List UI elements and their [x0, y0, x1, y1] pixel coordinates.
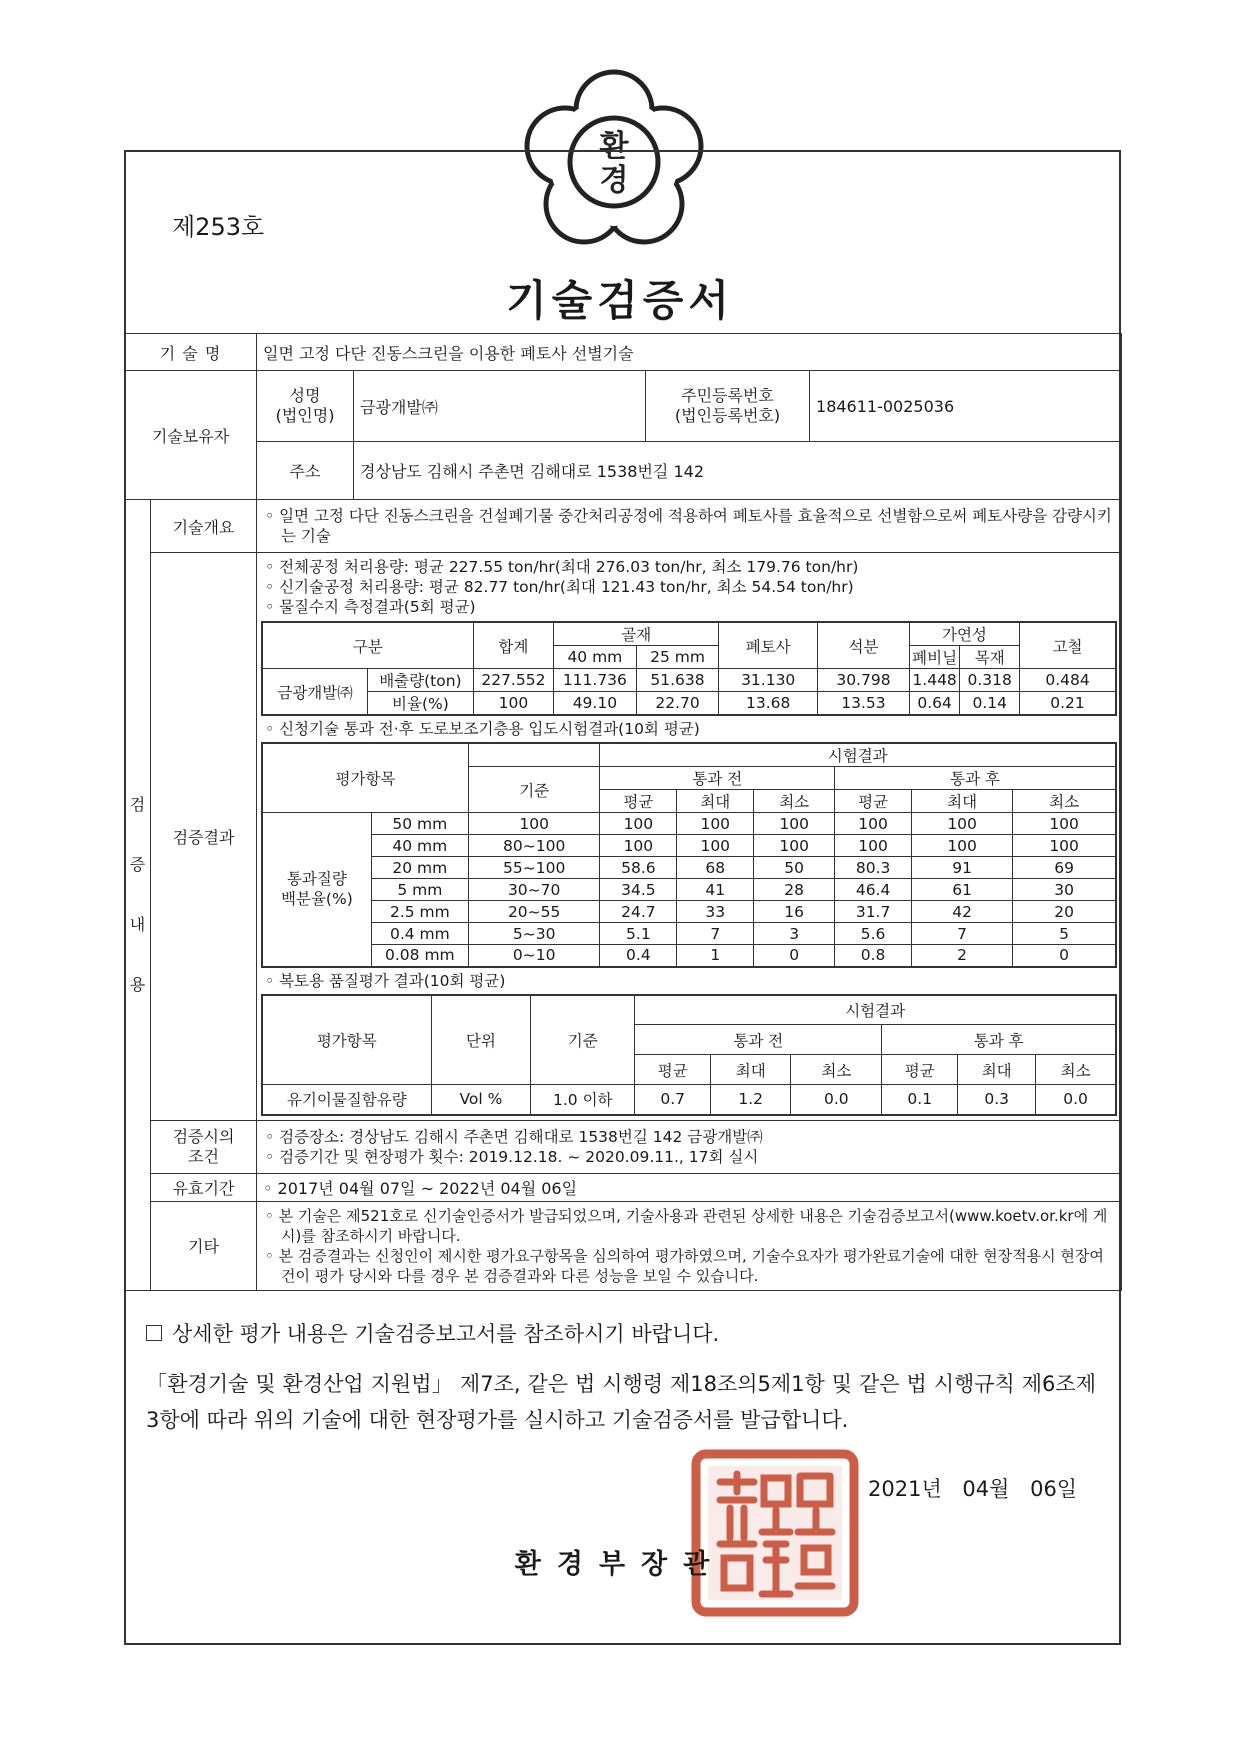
fill-quality-table	[261, 994, 1117, 1116]
etc-label: 기타	[151, 1201, 257, 1290]
validity-label: 유효기간	[151, 1173, 257, 1201]
grad-cell: 30	[1013, 879, 1116, 901]
grad-h-avg-after: 평균	[835, 790, 912, 813]
grad-cell: 3	[754, 923, 835, 945]
mass-h-gubun: 구분	[262, 622, 473, 669]
holder-address-value: 경상남도 김해시 주촌면 김해대로 1538번길 142	[354, 442, 1122, 500]
mass-cell: 30.798	[818, 669, 910, 692]
mass-h-40: 40 mm	[554, 646, 637, 669]
holder-label: 기술보유자	[125, 371, 257, 500]
grad-size: 2.5 mm	[371, 901, 468, 923]
emblem-text-bottom: 경	[599, 163, 629, 198]
mass-cell: 49.10	[554, 692, 637, 716]
gradation-body	[262, 813, 1116, 967]
grad-h-min: 최소	[754, 790, 835, 813]
overview-text: ◦ 일면 고정 다단 진동스크린을 건설폐기물 중간처리공정에 적용하여 폐토사를 효율적으로 선별함으로써 폐토사량을 감량시키는 기술	[265, 507, 1112, 545]
document-number: 제253호	[172, 213, 265, 241]
grad-size: 50 mm	[371, 813, 468, 835]
mass-cell: 51.638	[636, 669, 719, 692]
grad-cell: 61	[912, 879, 1013, 901]
holder-reg-label: 주민등록번호 (법인등록번호)	[646, 371, 810, 442]
grad-cell: 28	[754, 879, 835, 901]
holder-name-value: 금광개발㈜	[354, 371, 646, 442]
results-label: 검증결과	[151, 553, 257, 1121]
grad-h-result: 시험결과	[600, 743, 1116, 767]
mass-cell: 0.21	[1020, 692, 1116, 716]
grad-std: 5~30	[468, 923, 600, 945]
legal-paragraph: 「환경기술 및 환경산업 지원법」 제7조, 같은 법 시행령 제18조의5제1항 및 같은 법 시행규칙 제6조제3항에 따라 위의 기술에 대한 현장평가를 실시하고 기술검증서를 발급합니다.	[146, 1372, 1096, 1432]
fill-unit: Vol %	[431, 1085, 531, 1115]
grad-cell: 41	[677, 879, 754, 901]
grad-cell: 0	[1013, 945, 1116, 967]
mass-h-vinyl: 폐비닐	[909, 646, 960, 669]
validity-row	[125, 1173, 1122, 1201]
grad-h-item: 평가항목	[262, 743, 468, 813]
fill-cell: 0.3	[958, 1085, 1036, 1115]
conditions-label: 검증시의 조건	[151, 1120, 257, 1173]
grad-cell: 100	[835, 835, 912, 857]
grad-h-std: 기준	[468, 767, 600, 813]
grad-row-label: 통과질량 백분율(%)	[262, 813, 371, 967]
mass-balance-table	[261, 621, 1117, 716]
mass-h-25: 25 mm	[636, 646, 719, 669]
mass-row-amount	[262, 669, 1116, 692]
grad-cell: 7	[912, 923, 1013, 945]
mass-h-total: 합계	[473, 622, 553, 669]
mass-h-wood: 목재	[960, 646, 1020, 669]
mass-h-waste-soil: 폐토사	[719, 622, 818, 669]
grad-cell: 7	[677, 923, 754, 945]
checkbox-icon	[146, 1325, 162, 1341]
fill-item: 유기이물질함유량	[262, 1085, 431, 1115]
holder-name-label: 성명 (법인명)	[257, 371, 354, 442]
grad-cell: 42	[912, 901, 1013, 923]
mass-cell: 0.14	[960, 692, 1020, 716]
grad-cell: 100	[912, 813, 1013, 835]
tech-name-row	[125, 334, 1122, 371]
overview-label: 기술개요	[151, 500, 257, 553]
fill-cell: 0.0	[791, 1085, 882, 1115]
grad-cell: 5.1	[600, 923, 677, 945]
grad-std: 30~70	[468, 879, 600, 901]
grad-cell: 50	[754, 857, 835, 879]
fill-h-before: 통과 전	[635, 1025, 882, 1055]
grad-size: 5 mm	[371, 879, 468, 901]
holder-name-row	[125, 371, 1122, 442]
holder-address-row	[125, 442, 1122, 500]
grad-row	[262, 813, 1116, 835]
mass-cell: 22.70	[636, 692, 719, 716]
conditions-line-2: ◦ 검증기간 및 현장평가 횟수: 2019.12.18. ~ 2020.09.11., 17회 실시	[265, 1147, 759, 1166]
gradation-title: ◦ 신청기술 통과 전·후 도로보조기층용 입도시험결과(10회 평균)	[265, 720, 700, 738]
mass-row-label: 배출량(ton)	[368, 669, 474, 692]
grad-row	[262, 857, 1116, 879]
grad-cell: 1	[677, 945, 754, 967]
grad-cell: 100	[677, 813, 754, 835]
mass-cell: 13.68	[719, 692, 818, 716]
grad-cell: 20	[1013, 901, 1116, 923]
fill-std: 1.0 이하	[531, 1085, 635, 1115]
grad-cell: 100	[1013, 835, 1116, 857]
etc-line-2: ◦ 본 검증결과는 신청인이 제시한 평가요구항목을 심의하여 평가하였으며, 기술수요자가 평가완료기술에 대한 현장적용시 현장여건이 평가 당시와 다를 경우 본 검증결과와 다른 성능을 보일 수 있습니다.	[265, 1246, 1104, 1285]
mass-h-stone: 석분	[818, 622, 910, 669]
fill-h-min: 최소	[791, 1055, 882, 1085]
fill-cell: 1.2	[711, 1085, 791, 1115]
mass-cell: 0.318	[960, 669, 1020, 692]
grad-cell: 46.4	[835, 879, 912, 901]
grad-cell: 0.8	[835, 945, 912, 967]
fill-h-std: 기준	[531, 995, 635, 1085]
mass-h-iron: 고철	[1020, 622, 1116, 669]
holder-address-label: 주소	[257, 442, 354, 500]
grad-cell: 2	[912, 945, 1013, 967]
grad-size: 20 mm	[371, 857, 468, 879]
validity-value: ◦ 2017년 04월 07일 ~ 2022년 04월 06일	[257, 1173, 1122, 1201]
grad-cell: 68	[677, 857, 754, 879]
grad-size: 0.08 mm	[371, 945, 468, 967]
mass-cell: 1.448	[909, 669, 960, 692]
grad-h-before: 통과 전	[600, 767, 835, 790]
grad-cell: 24.7	[600, 901, 677, 923]
grad-h-max: 최대	[677, 790, 754, 813]
grad-std: 80~100	[468, 835, 600, 857]
fill-h-avg-after: 평균	[882, 1055, 958, 1085]
conditions-line-1: ◦ 검증장소: 경상남도 김해시 주촌면 김해대로 1538번길 142 금광개발㈜	[265, 1127, 763, 1146]
mass-h-comb: 가연성	[909, 622, 1019, 646]
grad-h-min-after: 최소	[1013, 790, 1116, 813]
overview-row	[125, 500, 1122, 553]
grad-std: 20~55	[468, 901, 600, 923]
grad-cell: 100	[1013, 813, 1116, 835]
fill-cell: 0.1	[882, 1085, 958, 1115]
grad-cell: 31.7	[835, 901, 912, 923]
grad-cell: 34.5	[600, 879, 677, 901]
reference-note	[146, 1318, 719, 1348]
conditions-row	[125, 1120, 1122, 1173]
grad-cell: 5	[1013, 923, 1116, 945]
minister-title: 환경부장관	[514, 1549, 726, 1580]
grad-cell: 5.6	[835, 923, 912, 945]
fill-h-unit: 단위	[431, 995, 531, 1085]
mass-company: 금광개발㈜	[262, 669, 368, 716]
mass-row-ratio	[262, 692, 1116, 716]
grad-cell: 100	[677, 835, 754, 857]
grad-cell: 91	[912, 857, 1013, 879]
grad-std: 55~100	[468, 857, 600, 879]
tech-name-value: 일면 고정 다단 진동스크린을 이용한 폐토사 선별기술	[257, 334, 1122, 371]
grad-cell: 69	[1013, 857, 1116, 879]
mass-cell: 100	[473, 692, 553, 716]
grad-h-max-after: 최대	[912, 790, 1013, 813]
grad-size: 0.4 mm	[371, 923, 468, 945]
reference-note-text: 상세한 평가 내용은 기술검증보고서를 참조하시기 바랍니다.	[172, 1322, 720, 1346]
fill-h-avg: 평균	[635, 1055, 711, 1085]
grad-cell: 0	[754, 945, 835, 967]
grad-h-avg: 평균	[600, 790, 677, 813]
grad-h-after: 통과 후	[835, 767, 1116, 790]
mass-cell: 13.53	[818, 692, 910, 716]
grad-std: 100	[468, 813, 600, 835]
issue-date: 2021년 04월 06일	[868, 1477, 1078, 1501]
mass-cell: 0.484	[1020, 669, 1116, 692]
grad-cell: 16	[754, 901, 835, 923]
grad-size: 40 mm	[371, 835, 468, 857]
results-bullet-1: ◦ 전체공정 처리용량: 평균 227.55 ton/hr(최대 276.03 ton/hr, 최소 179.76 ton/hr)	[265, 558, 859, 576]
verification-content-label: 검 증 내 용	[125, 500, 151, 1291]
etc-row	[125, 1201, 1122, 1290]
fill-title: ◦ 복토용 품질평가 결과(10회 평균)	[265, 971, 506, 990]
grad-cell: 100	[835, 813, 912, 835]
fill-cell: 0.7	[635, 1085, 711, 1115]
grad-row	[262, 901, 1116, 923]
fill-row	[262, 1085, 1116, 1115]
grad-row	[262, 945, 1116, 967]
grad-cell: 100	[754, 813, 835, 835]
results-bullet-2: ◦ 신기술공정 처리용량: 평균 82.77 ton/hr(최대 121.43 ton/hr, 최소 54.54 ton/hr)	[265, 578, 854, 596]
fill-h-after: 통과 후	[882, 1025, 1116, 1055]
grad-row	[262, 923, 1116, 945]
grad-cell: 100	[754, 835, 835, 857]
fill-h-result: 시험결과	[635, 995, 1116, 1025]
grad-cell: 80.3	[835, 857, 912, 879]
fill-h-max-after: 최대	[958, 1055, 1036, 1085]
mass-row-label: 비율(%)	[368, 692, 474, 716]
fill-h-item: 평가항목	[262, 995, 431, 1085]
certificate-table	[124, 333, 1122, 1291]
grad-cell: 0.4	[600, 945, 677, 967]
mass-cell: 227.552	[473, 669, 553, 692]
document-title: 기술검증서	[506, 276, 734, 325]
fill-cell: 0.0	[1036, 1085, 1116, 1115]
mass-cell: 111.736	[554, 669, 637, 692]
etc-line-1: ◦ 본 기술은 제521호로 신기술인증서가 발급되었으며, 기술사용과 관련된 상세한 내용은 기술검증보고서(www.koetv.or.kr에 게시)를 참조하시기 바랍니다.	[265, 1206, 1108, 1245]
grad-row	[262, 835, 1116, 857]
results-bullet-3: ◦ 물질수지 측정결과(5회 평균)	[265, 598, 476, 616]
grad-row	[262, 879, 1116, 901]
emblem-text-top: 환	[599, 129, 629, 164]
mass-cell: 0.64	[909, 692, 960, 716]
official-seal-icon	[690, 1448, 860, 1618]
tech-name-label: 기 술 명	[125, 334, 257, 371]
gradation-table	[261, 742, 1117, 968]
mass-h-agg: 골재	[554, 622, 719, 646]
grad-cell: 100	[600, 835, 677, 857]
grad-cell: 100	[912, 835, 1013, 857]
grad-cell: 100	[600, 813, 677, 835]
results-row	[125, 553, 1122, 1121]
fill-h-max: 최대	[711, 1055, 791, 1085]
mass-cell: 31.130	[719, 669, 818, 692]
grad-cell: 33	[677, 901, 754, 923]
fill-h-min-after: 최소	[1036, 1055, 1116, 1085]
holder-reg-value: 184611-0025036	[810, 371, 1122, 442]
grad-cell: 58.6	[600, 857, 677, 879]
grad-std: 0~10	[468, 945, 600, 967]
